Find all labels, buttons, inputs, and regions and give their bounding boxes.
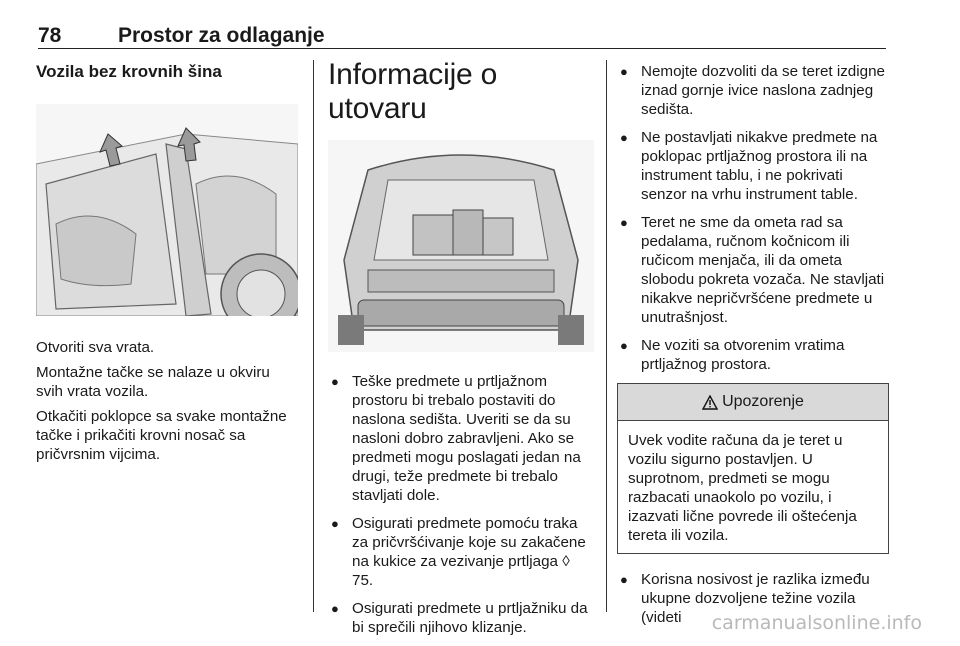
column-roof-rack bbox=[36, 62, 298, 470]
car-doors-illustration bbox=[36, 104, 298, 316]
list-item: ● Osigurati predmete u prtljažniku da bi sprečili njihovo klizanje. bbox=[331, 600, 588, 636]
list-item: ● Ne voziti sa otvorenim vratima prtljažnog prostora. bbox=[620, 337, 845, 373]
warning-box bbox=[617, 383, 889, 554]
warning-body: Uvek vodite računa da je teret u vozilu sigurno postavljen. U suprotnom, predmeti se mogu razbacati unaokolo po vozilu, i izazvati lične povrede ili oštećenja tereta ili vozila. bbox=[628, 432, 857, 544]
warning-icon bbox=[702, 395, 718, 410]
page-header bbox=[38, 18, 886, 49]
paragraph: Montažne tačke se nalaze u okviru svih vrata vozila. bbox=[36, 364, 270, 400]
page-header-title: Prostor za odlaganje bbox=[118, 24, 325, 47]
open-trunk-rear-view-drawing bbox=[328, 140, 594, 352]
column-divider bbox=[606, 60, 607, 612]
column-divider bbox=[313, 60, 314, 612]
list-item: ● Nemojte dozvoliti da se teret izdigne iznad gornje ivice naslona zadnjeg sedišta. bbox=[620, 63, 885, 118]
page-ref-link[interactable]: 75. bbox=[352, 572, 374, 589]
section-title-loading-info: Informacije o utovaru bbox=[328, 58, 498, 125]
column-loading-info bbox=[328, 58, 594, 646]
list-item: ● Osigurati predmete pomoću traka za pričvršćivanje koje su zakačene na kukice za vezivanje prtljaga ◊ 75. bbox=[331, 515, 586, 589]
car-side-open-doors-drawing bbox=[36, 104, 298, 316]
paragraph: Otvoriti sva vrata. bbox=[36, 339, 155, 356]
warning-title: Upozorenje bbox=[722, 393, 804, 410]
cargo-area-illustration bbox=[328, 140, 594, 352]
paragraph: Otkačiti poklopce sa svake montažne tačke i prikačiti krovni nosač sa pričvrsnim vijcima. bbox=[36, 408, 287, 463]
column-loading-rules bbox=[617, 62, 889, 636]
list-item: ● Korisna nosivost je razlika između ukupne dozvoljene težine vozila (videti bbox=[620, 571, 870, 626]
rules-bullet-list bbox=[617, 62, 889, 374]
page-ref-icon: ◊ bbox=[562, 553, 570, 570]
watermark: carmanualsonline.info bbox=[711, 612, 922, 634]
list-item: ● Teške predmete u prtljažnom prostoru bi trebalo postaviti do naslona sedišta. Uveriti se da su nasloni dobro zabravljeni. Ako se predmeti mogu poslagati jedan na drugi, teže predmete bi trebalo stavljati dole. bbox=[331, 373, 581, 504]
section-title-roof-rack: Vozila bez krovnih šina bbox=[36, 62, 222, 81]
loading-bullet-list bbox=[328, 372, 594, 637]
page-number: 78 bbox=[38, 24, 62, 47]
list-item: ● Teret ne sme da ometa rad sa pedalama, ručnom kočnicom ili ručicom menjača, ili da ometa slobodu pokreta vozača. Ne stavljati nikakve nepričvršćene predmete u unutrašnjost. bbox=[620, 214, 885, 326]
list-item: ● Ne postavljati nikakve predmete na poklopac prtljažnog prostora ili na instrument tablu, i ne pokrivati senzor na vrhu instrument table. bbox=[620, 129, 878, 203]
warning-header bbox=[618, 384, 888, 421]
